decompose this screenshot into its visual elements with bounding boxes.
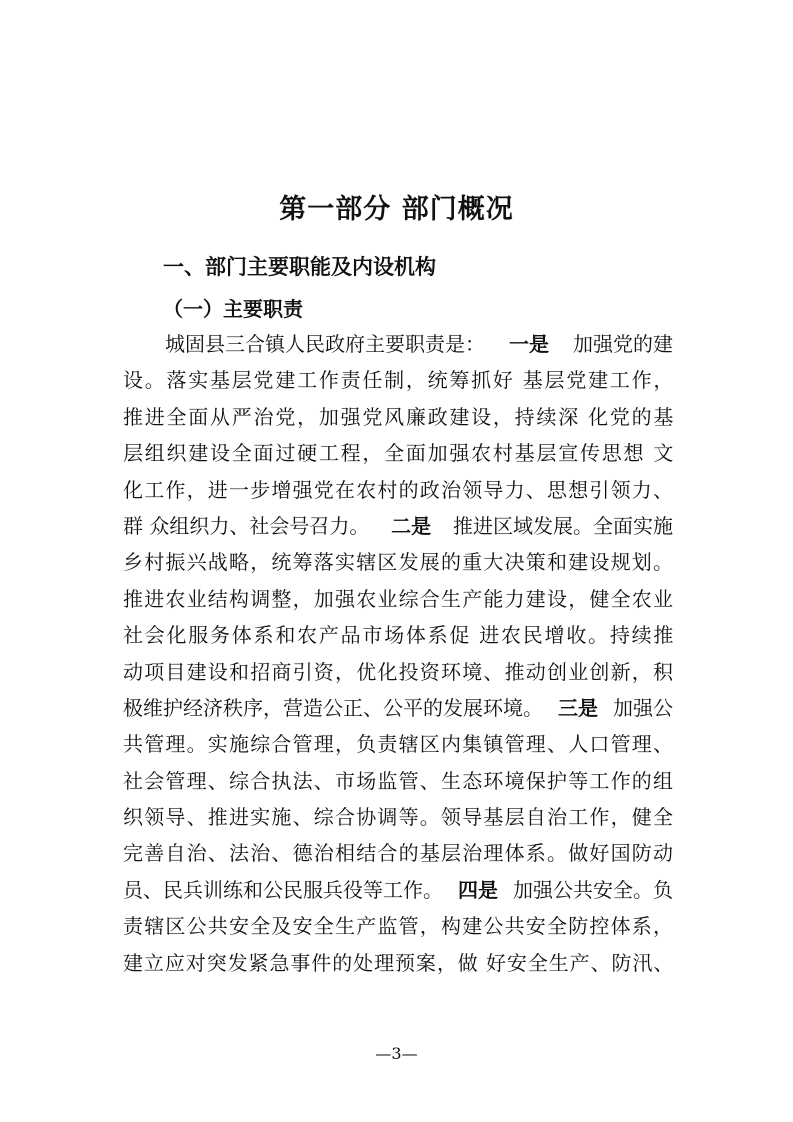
paragraph-line [123, 945, 673, 981]
text-run: 员、民兵训练和公民服兵役等工作。 [123, 877, 443, 902]
paragraph-line [123, 799, 673, 835]
text-run: 动项目建设和招商引资，优化投资环境、推动创业创新，积 [123, 659, 675, 684]
paragraph-line [123, 581, 673, 617]
text-run: 推进区域发展。全面实施 [452, 513, 673, 538]
section-heading: 一、部门主要职能及内设机构 [163, 255, 436, 279]
text-run: 推进全面从严治党，加强党风廉政建设，持续深 化党的基 [123, 404, 676, 429]
text-run: 加强党的建 [573, 332, 673, 356]
text-run: 完善自治、法治、德治相结合的基层治理体系。做好国防动 [123, 841, 675, 866]
paragraph-line [123, 508, 673, 544]
paragraph-line [123, 835, 673, 871]
text-run: 乡村振兴战略，统筹落实辖区发展的重大决策和建设规划。 [123, 550, 675, 575]
paragraph-line [123, 326, 673, 362]
body-paragraph [123, 326, 676, 981]
paragraph-line [123, 435, 676, 471]
text-run: 城固县三合镇人民政府主要职责是： [165, 332, 485, 356]
page-number: —3— [375, 1044, 418, 1063]
paragraph-line [123, 763, 673, 799]
text-run: 层组织建设全面过硬工程，全面加强农村基层宣传思想 文 [123, 441, 676, 466]
emphasis-run: 四是 [458, 877, 498, 902]
text-run: 共管理。实施综合管理，负责辖区内集镇管理、人口管理、 [123, 732, 675, 757]
emphasis-run: 一是 [509, 332, 549, 356]
text-run: 推进农业结构调整，加强农业综合生产能力建设，健全农业 [123, 586, 675, 611]
text-run: 责辖区公共安全及安全生产监管，构建公共安全防控体系， [123, 914, 675, 939]
text-run: 社会管理、综合执法、市场监管、生态环境保护等工作的组 [123, 768, 675, 793]
text-run: 化工作，进一步增强党在农村的政治领导力、思想引领力、 [123, 477, 675, 502]
text-run: 加强公 [613, 695, 673, 720]
text-run: 加强公共安全。负 [513, 877, 673, 902]
paragraph-line [123, 726, 673, 762]
paragraph-line [123, 654, 673, 690]
subsection-heading: （一）主要职责 [163, 297, 303, 321]
text-run: 群 众组织力、社会号召力。 [123, 513, 370, 538]
paragraph-line [123, 472, 673, 508]
text-run: 设。落实基层党建工作责任制，统筹抓好 基层党建工作， [123, 368, 676, 393]
emphasis-run: 二是 [391, 513, 432, 538]
text-run: 社会化服务体系和农产品市场体系促 进农民增收。持续推 [123, 623, 676, 648]
paragraph-line [123, 362, 676, 398]
page-title: 第一部分 部门概况 [279, 194, 514, 225]
paragraph-line [123, 544, 673, 580]
text-run: 建立应对突发紧急事件的处理预案，做 好安全生产、防汛、 [123, 950, 675, 975]
paragraph-line [123, 617, 676, 653]
text-run: 极维护经济秩序，营造公正、公平的发展环境。 [123, 695, 543, 720]
emphasis-run: 三是 [558, 695, 598, 720]
paragraph-line [123, 908, 673, 944]
text-run: 织领导、推进实施、综合协调等。领导基层自治工作，健全 [123, 805, 675, 830]
paragraph-line [123, 399, 676, 435]
paragraph-line [123, 690, 673, 726]
paragraph-line [123, 872, 673, 908]
